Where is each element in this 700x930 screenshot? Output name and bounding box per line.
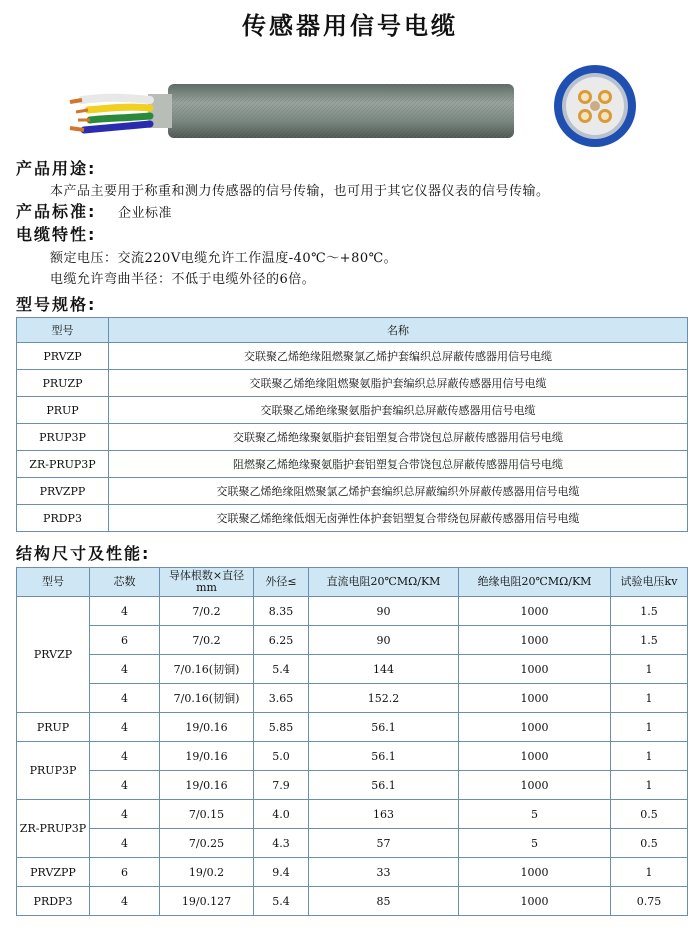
table-row	[17, 478, 688, 505]
col-model: 型号	[17, 318, 109, 343]
model-cell: PRVZPP	[17, 478, 109, 505]
table-row	[17, 370, 688, 397]
conductor-cell: 19/0.2	[160, 858, 254, 887]
name-cell: 交联聚乙烯绝缘聚氨脂护套铝塑复合带饶包总屏蔽传感器用信号电缆	[109, 424, 688, 451]
col-dc-resistance: 直流电阻20℃MΩ/KM	[309, 568, 459, 597]
conductor-cell: 19/0.16	[160, 771, 254, 800]
insulation-resistance-cell: 1000	[459, 742, 611, 771]
conductor-cell: 7/0.16(韧铜)	[160, 655, 254, 684]
dc-resistance-cell: 90	[309, 597, 459, 626]
test-voltage-cell: 0.5	[611, 800, 688, 829]
features-heading: 电缆特性:	[16, 225, 97, 244]
model-cell: PRUZP	[17, 370, 109, 397]
model-cell: PRVZPP	[17, 858, 90, 887]
feature-bend-radius: 电缆允许弯曲半径：不低于电缆外径的6倍。	[50, 272, 316, 287]
insulation-resistance-cell: 1000	[459, 655, 611, 684]
cores-cell: 6	[90, 858, 160, 887]
name-cell: 交联聚乙烯绝缘聚氨脂护套编织总屏蔽传感器用信号电缆	[109, 397, 688, 424]
dc-resistance-cell: 33	[309, 858, 459, 887]
outer-diameter-cell: 9.4	[254, 858, 309, 887]
table-row	[17, 713, 688, 742]
insulation-resistance-cell: 1000	[459, 887, 611, 916]
test-voltage-cell: 1.5	[611, 597, 688, 626]
test-voltage-cell: 1	[611, 684, 688, 713]
conductor-cell: 7/0.16(韧铜)	[160, 684, 254, 713]
table-row	[17, 451, 688, 478]
cores-cell: 4	[90, 771, 160, 800]
dc-resistance-cell: 152.2	[309, 684, 459, 713]
model-cell: PRUP	[17, 397, 109, 424]
test-voltage-cell: 1.5	[611, 626, 688, 655]
outer-diameter-cell: 5.4	[254, 887, 309, 916]
conductor-cell: 7/0.25	[160, 829, 254, 858]
feature-voltage-temp: 额定电压：交流220V电缆允许工作温度-40℃～+80℃。	[50, 251, 398, 266]
table-row	[17, 742, 688, 771]
dc-resistance-cell: 90	[309, 626, 459, 655]
model-cell: PRVZP	[17, 597, 90, 713]
test-voltage-cell: 1	[611, 742, 688, 771]
spec-table	[16, 567, 688, 916]
cores-cell: 4	[90, 684, 160, 713]
outer-diameter-cell: 6.25	[254, 626, 309, 655]
outer-diameter-cell: 7.9	[254, 771, 309, 800]
cores-cell: 4	[90, 887, 160, 916]
cross-section-image	[553, 64, 637, 148]
model-table	[16, 317, 688, 532]
models-heading: 型号规格:	[16, 295, 97, 314]
page-title: 传感器用信号电缆	[242, 12, 458, 40]
dc-resistance-cell: 144	[309, 655, 459, 684]
dc-resistance-cell: 56.1	[309, 742, 459, 771]
insulation-resistance-cell: 1000	[459, 626, 611, 655]
col-conductor: 导体根数×直径 mm	[160, 568, 254, 597]
col-model: 型号	[17, 568, 90, 597]
table-row	[17, 626, 688, 655]
table-row	[17, 829, 688, 858]
dc-resistance-cell: 56.1	[309, 771, 459, 800]
insulation-resistance-cell: 5	[459, 800, 611, 829]
test-voltage-cell: 1	[611, 713, 688, 742]
name-cell: 交联聚乙烯绝缘阻燃聚氨脂护套编织总屏蔽传感器用信号电缆	[109, 370, 688, 397]
outer-diameter-cell: 8.35	[254, 597, 309, 626]
outer-diameter-cell: 5.85	[254, 713, 309, 742]
spec-table-header	[17, 568, 688, 597]
col-test-voltage: 试验电压kv	[611, 568, 688, 597]
dc-resistance-cell: 163	[309, 800, 459, 829]
table-row	[17, 343, 688, 370]
conductor-cell: 7/0.2	[160, 597, 254, 626]
name-cell: 交联聚乙烯绝缘低烟无卤弹性体护套铝塑复合带绕包屏蔽传感器用信号电缆	[109, 505, 688, 532]
name-cell: 阻燃聚乙烯绝缘聚氨脂护套铝塑复合带饶包总屏蔽传感器用信号电缆	[109, 451, 688, 478]
specs-heading: 结构尺寸及性能:	[16, 544, 151, 563]
table-row	[17, 800, 688, 829]
cores-cell: 4	[90, 655, 160, 684]
name-cell: 交联聚乙烯绝缘阻燃聚氯乙烯护套编织总屏蔽传感器用信号电缆	[109, 343, 688, 370]
table-row	[17, 505, 688, 532]
conductor-cell: 7/0.15	[160, 800, 254, 829]
conductor-cell: 7/0.2	[160, 626, 254, 655]
cores-cell: 4	[90, 742, 160, 771]
insulation-resistance-cell: 1000	[459, 858, 611, 887]
standard-heading: 产品标准:	[16, 202, 97, 221]
test-voltage-cell: 0.75	[611, 887, 688, 916]
name-cell: 交联聚乙烯绝缘阻燃聚氯乙烯护套编织总屏蔽编织外屏蔽传感器用信号电缆	[109, 478, 688, 505]
model-cell: PRUP3P	[17, 742, 90, 800]
outer-diameter-cell: 4.0	[254, 800, 309, 829]
insulation-resistance-cell: 1000	[459, 684, 611, 713]
model-cell: ZR-PRUP3P	[17, 451, 109, 478]
model-cell: PRVZP	[17, 343, 109, 370]
model-cell: PRDP3	[17, 505, 109, 532]
table-row	[17, 424, 688, 451]
insulation-resistance-cell: 5	[459, 829, 611, 858]
col-name: 名称	[109, 318, 688, 343]
cable-image	[68, 78, 518, 142]
usage-text: 本产品主要用于称重和测力传感器的信号传输，也可用于其它仪器仪表的信号传输。	[50, 184, 550, 199]
conductor-cell: 19/0.16	[160, 742, 254, 771]
cores-cell: 4	[90, 713, 160, 742]
conductor-cell: 19/0.16	[160, 713, 254, 742]
cores-cell: 4	[90, 597, 160, 626]
model-table-header	[17, 318, 688, 343]
table-row	[17, 887, 688, 916]
outer-diameter-cell: 3.65	[254, 684, 309, 713]
model-cell: ZR-PRUP3P	[17, 800, 90, 858]
insulation-resistance-cell: 1000	[459, 713, 611, 742]
dc-resistance-cell: 85	[309, 887, 459, 916]
test-voltage-cell: 1	[611, 771, 688, 800]
col-cores: 芯数	[90, 568, 160, 597]
dc-resistance-cell: 56.1	[309, 713, 459, 742]
cores-cell: 4	[90, 800, 160, 829]
model-cell: PRUP	[17, 713, 90, 742]
table-row	[17, 597, 688, 626]
model-cell: PRUP3P	[17, 424, 109, 451]
test-voltage-cell: 1	[611, 655, 688, 684]
col-outer-diameter: 外径≤	[254, 568, 309, 597]
standard-text: 企业标准	[118, 206, 173, 221]
model-cell: PRDP3	[17, 887, 90, 916]
table-row	[17, 771, 688, 800]
cores-cell: 4	[90, 829, 160, 858]
insulation-resistance-cell: 1000	[459, 597, 611, 626]
usage-heading: 产品用途:	[16, 159, 97, 178]
insulation-resistance-cell: 1000	[459, 771, 611, 800]
table-row	[17, 655, 688, 684]
conductor-cell: 19/0.127	[160, 887, 254, 916]
test-voltage-cell: 0.5	[611, 829, 688, 858]
test-voltage-cell: 1	[611, 858, 688, 887]
outer-diameter-cell: 5.4	[254, 655, 309, 684]
dc-resistance-cell: 57	[309, 829, 459, 858]
outer-diameter-cell: 5.0	[254, 742, 309, 771]
cores-cell: 6	[90, 626, 160, 655]
table-row	[17, 858, 688, 887]
col-insulation-resistance: 绝缘电阻20℃MΩ/KM	[459, 568, 611, 597]
outer-diameter-cell: 4.3	[254, 829, 309, 858]
table-row	[17, 397, 688, 424]
table-row	[17, 684, 688, 713]
